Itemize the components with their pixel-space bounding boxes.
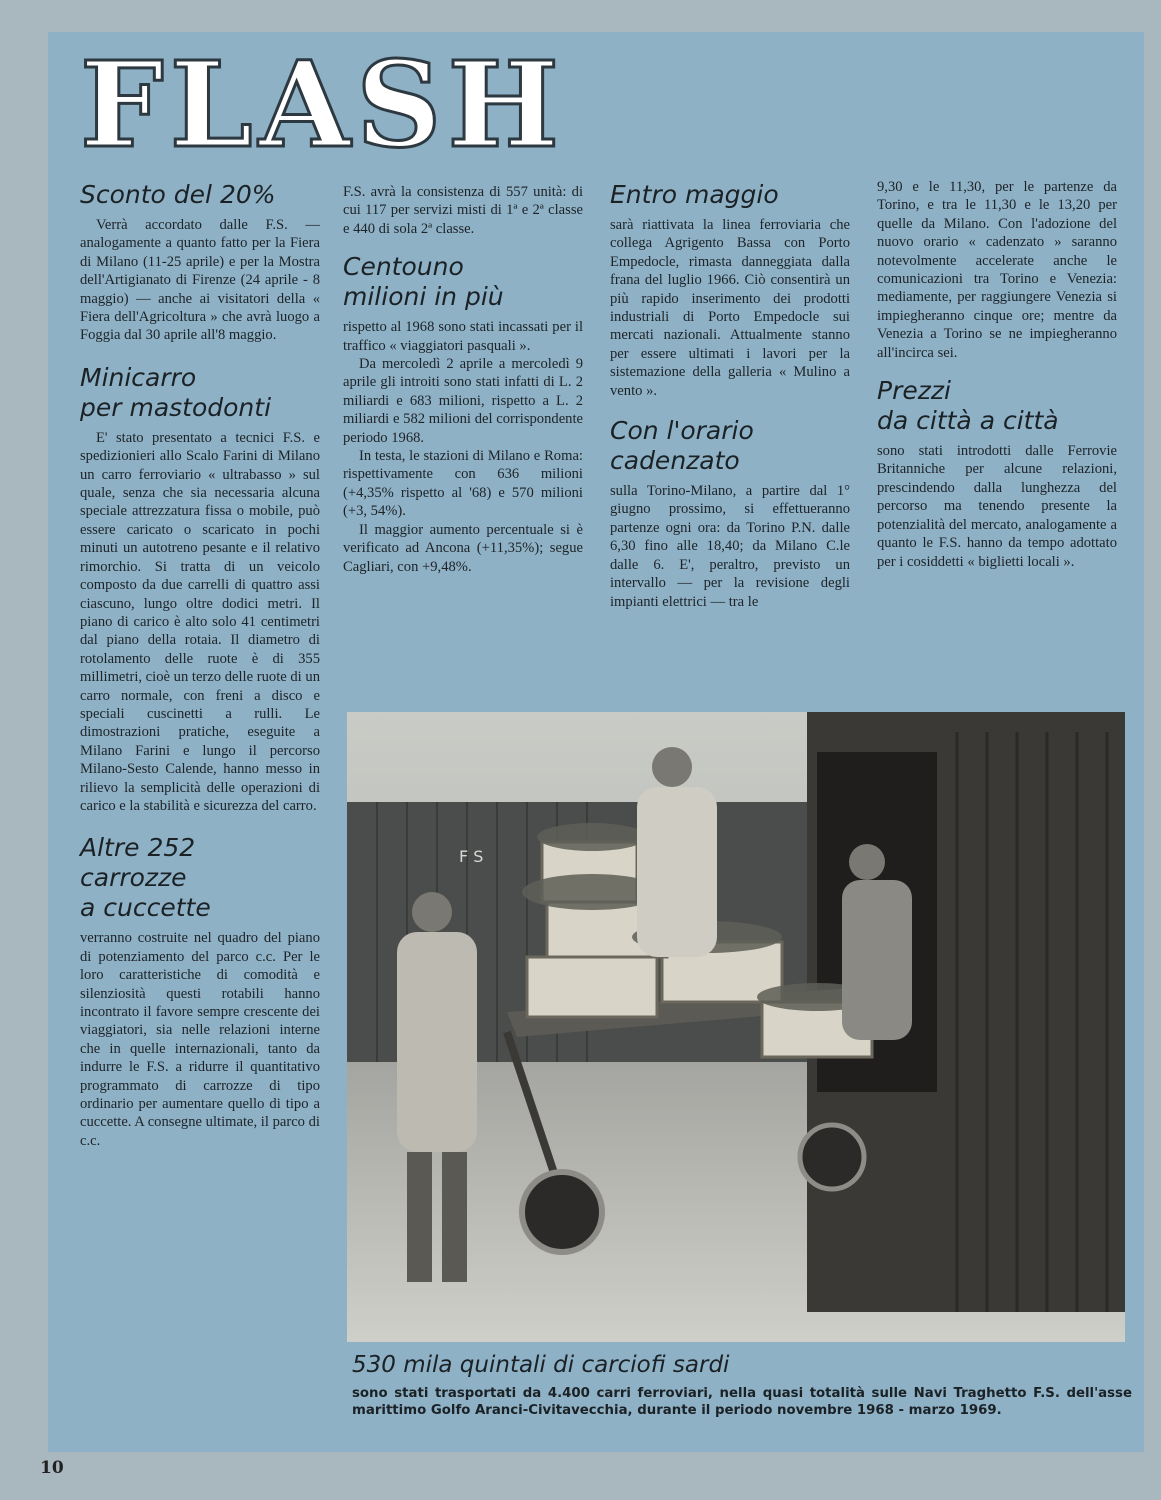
column-1 (80, 178, 320, 1150)
article-body-centouno-4: Il maggior aumento percentuale si è verificato ad Ancona (+11,35%); segue Cagliari, con +9,48%. (343, 521, 583, 575)
article-body-cuccette-cont: F.S. avrà la consistenza di 557 unità: di cui 117 per servizi misti di 1ª e 2ª classe e 440 di sola 2ª classe. (343, 184, 583, 237)
cart-wheel-left (522, 1172, 602, 1252)
article-body-minicarro: E' stato presentato a tecnici F.S. e spedizionieri allo Scalo Farini di Milano un carro ferroviario « ultrabasso » sul quale, senza che sia necessaria alcuna speciale attrezzatura fissa o mobile, può essere caricato o scaricato in pochi minuti un autotreno pesante e il relativo rimorchio. Si tratta di un veicolo composto da due carrelli di quattro assi ciascuno, lungo oltre dodici metri. Il piano di carico è alto solo 41 centimetri dal piano della rotaia. Il diametro di rotolamento delle ruote è di 355 millimetri, cioè un terzo delle ruote di un carro normale, con freni a disco e speciali cuscinetti a rulli. Le dimostrazioni pratiche, eseguite a Milano Farini e lungo il percorso Milano-Sesto Calende, hanno messo in rilievo la semplicità delle operazioni di carico e la stabilità e sicurezza del carro. (80, 429, 320, 814)
article-body-cuccette: verranno costruite nel quadro del piano di potenziamento del parco c.c. Per le loro caratteristiche di comodità e silenziosità questi rotabili hanno incontrato il favore sempre crescente dei viaggiatori, sia nelle relazioni interne che in quelle internazionali, tanto da indurre le F.S. a ridurre il quantitativo programmato di carrozze di tipo ordinario per aumentare quello di tipo a cuccette. A consegne ultimate, il parco di c.c. (80, 930, 320, 1149)
article-body-cadenzato: sulla Torino-Milano, a partire dal 1° giugno prossimo, si effettueranno partenze ogni ora: da Torino P.N. dalle 6,30 fino alle 18,40; da Milano C.le dalle 6. E', peraltro, previsto un intervallo — per la revisione degli impianti elettrici — tra le (610, 483, 850, 610)
page-number: 10 (40, 1458, 64, 1478)
article-body-centouno-2: Da mercoledì 2 aprile a mercoledì 9 aprile gli introiti sono stati infatti di L. 2 miliardi e 683 milioni, rispetto a L. 2 miliardi e 582 milioni del corrispondente periodo 1968. (343, 356, 583, 446)
article-heading-cadenzato: Con l'orario cadenzato (610, 416, 754, 476)
page-title: FLASH (80, 35, 566, 174)
photo-caption-body: sono stati trasportati da 4.400 carri ferroviari, nella quasi totalità sulle Navi Traghetto F.S. dell'asse marittimo Golfo Aranci-Civitavecchia, durante il periodo novembre 1968 - marzo 1969. (352, 1386, 1132, 1418)
article-body-centouno-1: rispetto al 1968 sono stati incassati per il traffico « viaggiatori pasquali ». (343, 319, 583, 354)
column-3 (610, 178, 850, 611)
article-heading-maggio: Entro maggio (610, 180, 779, 209)
photo-artichoke-loading (347, 712, 1125, 1342)
article-body-centouno-3: In testa, le stazioni di Milano e Roma: rispettivamente con 636 milioni (+4,35% rispetto al '68) e 570 milioni (+3, 54%). (343, 448, 583, 520)
photo-caption-title: 530 mila quintali di carciofi sardi (352, 1352, 730, 1378)
article-body-maggio: sarà riattivata la linea ferroviaria che collega Agrigento Bassa con Porto Empedocle, rimasta danneggiata dalla frana del luglio 1966. Ciò consentirà un più rapido inserimento dei prodotti industriali di Porto Empedocle sui mercati nazionali. Attualmente stanno per essere ultimati i lavori per la sistemazione della galleria « Mulino a vento ». (610, 217, 850, 399)
article-body-cadenzato-cont: 9,30 e le 11,30, per le partenze da Torino, e tra le 11,30 e le 13,20 per quelle da Milano. Con l'adozione del nuovo orario « cadenzato » saranno notevolmente accelerate anche le comunicazioni tra Torino e Venezia: mediamente, per raggiungere Venezia si impiegheranno cinque ore; mentre da Venezia a Torino se ne impiegheranno all'incirca sei. (877, 179, 1117, 361)
wagon-marking: F S (459, 847, 484, 866)
photo-illustration (347, 712, 1125, 1342)
article-body-sconto: Verrà accordato dalle F.S. — analogamente a quanto fatto per la Fiera di Milano (11-25 aprile) e per la Mostra dell'Artigianato di Firenze (24 aprile - 8 maggio) — anche ai visitatori della « Fiera dell'Agricoltura » che avrà luogo a Foggia dal 30 aprile all'8 maggio. (80, 217, 320, 344)
column-2 (343, 183, 583, 576)
article-heading-prezzi: Prezzi da città a città (877, 376, 1059, 436)
column-4 (877, 178, 1117, 571)
article-heading-centouno: Centouno milioni in più (343, 252, 504, 312)
article-body-prezzi: sono stati introdotti dalle Ferrovie Britanniche per alcune relazioni, prescindendo dalla lunghezza del percorso ma tenendo presente la potenzialità del mercato, analogamente a quanto le F.S. hanno da tempo adottato per i cosiddetti « biglietti locali ». (877, 443, 1117, 570)
cart-wheel-right (800, 1125, 864, 1189)
article-heading-cuccette: Altre 252 carrozze a cuccette (80, 833, 211, 923)
article-heading-minicarro: Minicarro per mastodonti (80, 362, 272, 422)
article-heading-sconto: Sconto del 20% (80, 180, 276, 209)
